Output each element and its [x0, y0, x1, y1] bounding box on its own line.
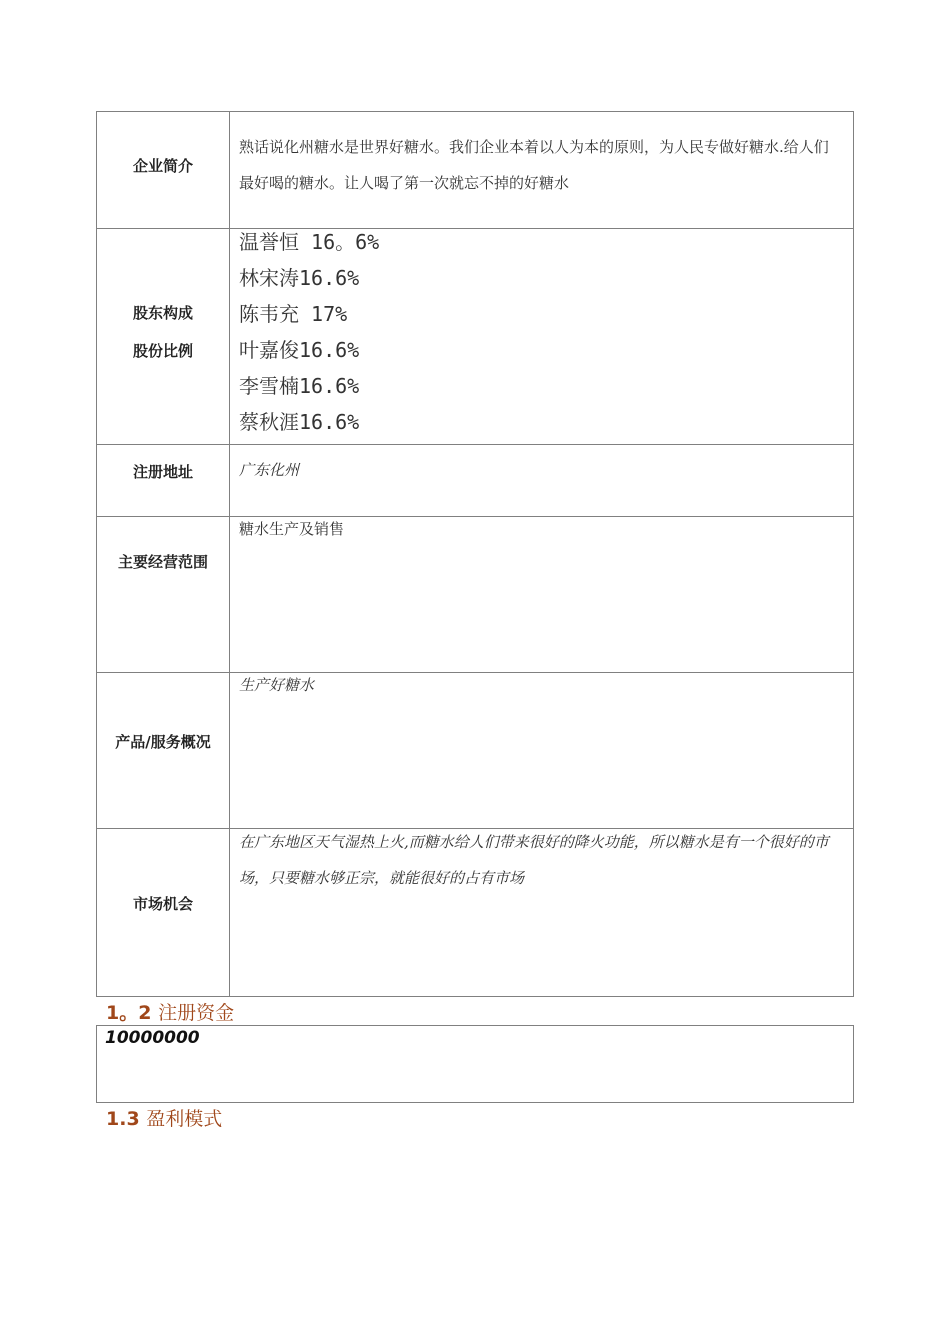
section-number: 1.3: [106, 1108, 140, 1130]
row-divider: [96, 444, 854, 445]
registered-capital-value: 10000000: [105, 1028, 200, 1048]
registered-address-value: 广东化州: [239, 461, 300, 479]
shareholder-item: 林宋涛16.6%: [239, 266, 360, 290]
section-title: 注册资金: [158, 1002, 235, 1024]
row-label-market-opportunity: 市场机会: [132, 895, 193, 913]
section-number: 1。2: [106, 1002, 152, 1024]
row-label-shareholders: 股东构成: [132, 304, 193, 322]
shareholder-item: 陈韦充 17%: [239, 302, 348, 326]
shareholder-list: [239, 224, 839, 440]
row-label-business-scope: 主要经营范围: [117, 553, 208, 571]
row-label-products-services: 产品/服务概况: [115, 733, 211, 751]
business-scope-value: 糖水生产及销售: [239, 520, 345, 538]
shareholder-item: 蔡秋涯16.6%: [239, 410, 360, 434]
row-label-registered-address: 注册地址: [132, 463, 193, 481]
section-heading-registered-capital: [106, 998, 234, 1025]
shareholder-item: 李雪楠16.6%: [239, 374, 360, 398]
products-services-value: 生产好糖水: [239, 676, 315, 694]
section-title: 盈利模式: [146, 1108, 223, 1130]
section-heading-profit-model: [106, 1104, 222, 1131]
row-label-share-ratio: 股份比例: [132, 342, 193, 360]
market-opportunity-value: 在广东地区天气湿热上火,而糖水给人们带来很好的降火功能，所以糖水是有一个很好的市场，只要糖水够正宗，就能很好的占有市场: [239, 833, 829, 887]
table-border-bottom: [96, 996, 854, 997]
company-intro-text: 熟话说化州糖水是世界好糖水。我们企业本着以人为本的原则，为人民专做好糖水.给人们最好喝的糖水。让人喝了第一次就忘不掉的好糖水: [239, 138, 829, 192]
column-divider: [229, 111, 230, 997]
table-border-top: [96, 111, 854, 112]
registered-capital-box: [96, 1025, 854, 1103]
row-label-company-intro: 企业简介: [132, 157, 193, 175]
shareholder-item: 温誉恒 16。6%: [239, 230, 380, 254]
table-border-right: [853, 111, 854, 997]
shareholder-item: 叶嘉俊16.6%: [239, 338, 360, 362]
